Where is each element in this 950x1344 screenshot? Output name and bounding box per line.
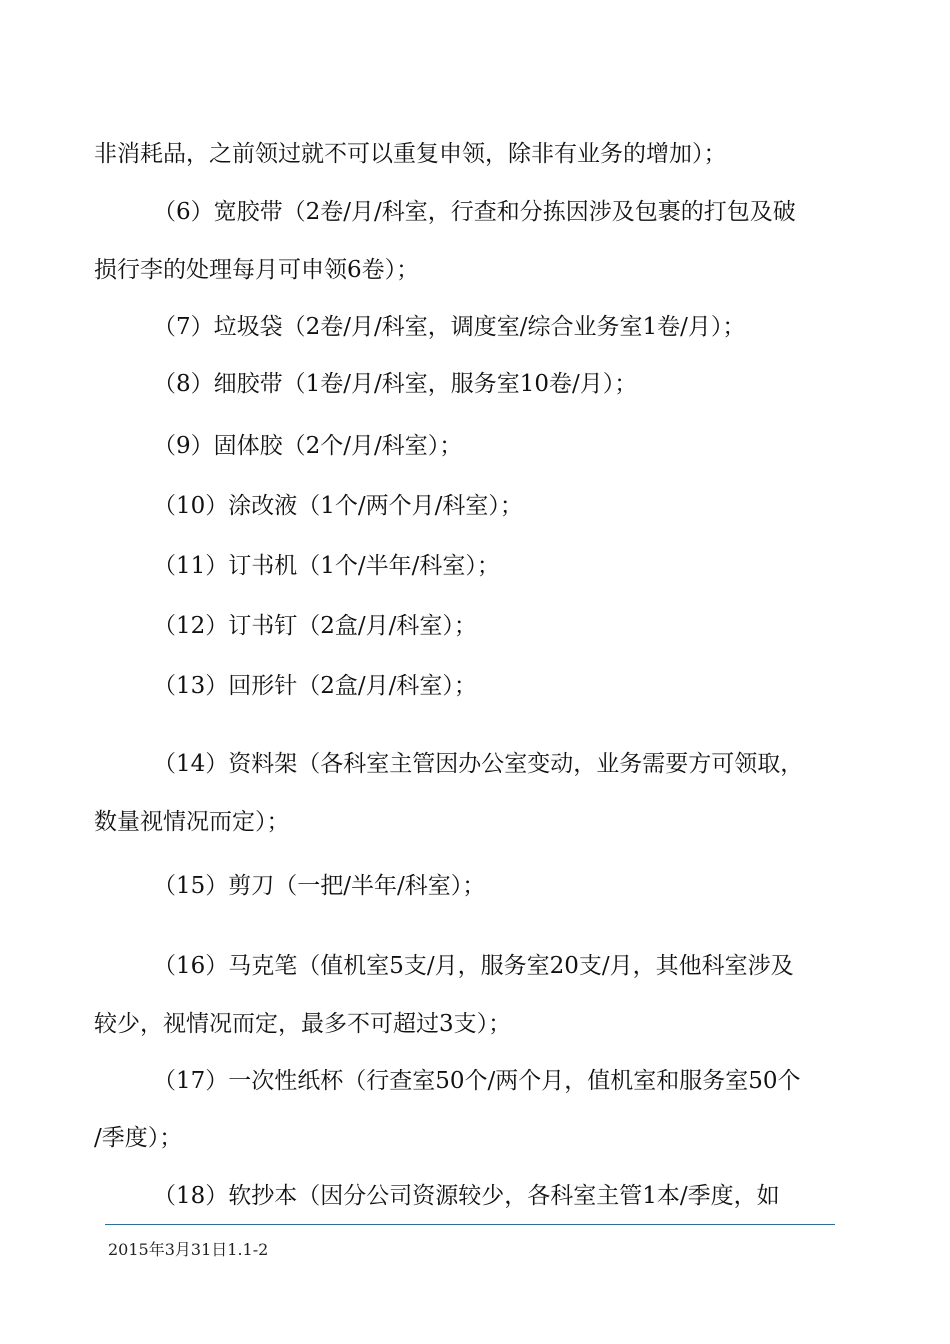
list-item: （6）宽胶带（2卷/月/科室，行查和分拣因涉及包裹的打包及破 (153, 199, 796, 225)
list-item: （7）垃圾袋（2卷/月/科室，调度室/综合业务室1卷/月）； (153, 314, 746, 340)
text-line: /季度）； (94, 1125, 183, 1151)
list-item: （11）订书机（1个/半年/科室）； (153, 553, 500, 579)
list-item: （12）订书钉（2盒/月/科室）； (153, 613, 477, 639)
list-item: （14）资料架（各科室主管因办公室变动，业务需要方可领取， (153, 751, 804, 777)
text-line: 数量视情况而定）； (94, 809, 290, 835)
list-item: （13）回形针（2盒/月/科室）； (153, 673, 477, 699)
list-item: （16）马克笔（值机室5支/月，服务室20支/月，其他科室涉及 (153, 953, 794, 979)
list-item: （8）细胶带（1卷/月/科室，服务室10卷/月）； (153, 371, 638, 397)
text-line: 较少，视情况而定，最多不可超过3支）； (94, 1011, 512, 1037)
list-item: （17）一次性纸杯（行查室50个/两个月，值机室和服务室50个 (153, 1068, 801, 1094)
list-item: （15）剪刀（一把/半年/科室）； (153, 873, 486, 899)
footer-date: 2015年3月31日1.1-2 (108, 1240, 269, 1259)
list-item: （9）固体胶（2个/月/科室）； (153, 433, 463, 459)
list-item: （18）软抄本（因分公司资源较少，各科室主管1本/季度，如 (153, 1183, 780, 1209)
text-line: 非消耗品，之前领过就不可以重复申领，除非有业务的增加）； (94, 141, 727, 167)
list-item: （10）涂改液（1个/两个月/科室）； (153, 493, 523, 519)
footer-divider (105, 1224, 835, 1225)
text-line: 损行李的处理每月可申领6卷）； (94, 257, 420, 283)
